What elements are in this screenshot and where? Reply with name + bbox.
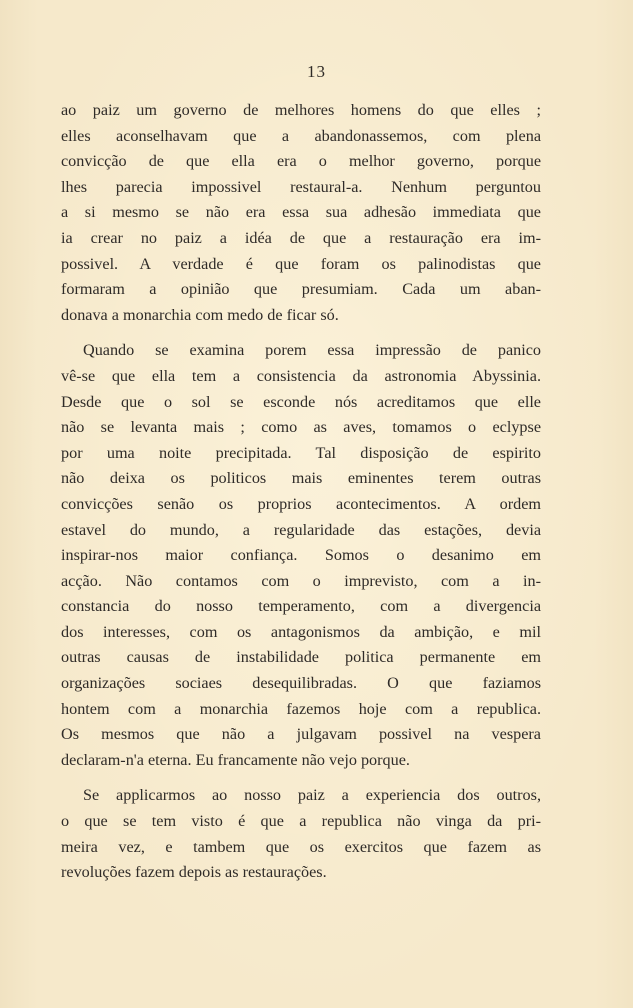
text-line: dos interesses, com os antagonismos da ambição, e mil: [61, 622, 541, 641]
text-line: donava a monarchia com medo de ficar só.: [61, 305, 339, 324]
text-line: declaram-n'a eterna. Eu francamente não vejo porque.: [61, 750, 410, 769]
text-line: meira vez, e tambem que os exercitos que fazem as: [61, 837, 541, 856]
text-line: outras causas de instabilidade politica permanente em: [61, 648, 541, 667]
text-line: possivel. A verdade é que foram os palinodistas que: [61, 254, 541, 273]
text-line: o que se tem visto é que a republica não vinga da pri-: [61, 812, 541, 831]
text-line: organizações sociaes desequilibradas. O que faziamos: [61, 674, 541, 693]
text-line: convicção de que ella era o melhor governo, porque: [61, 152, 541, 171]
text-line: lhes parecia impossivel restaural-a. Nenhum perguntou: [61, 177, 541, 196]
text-line: constancia do nosso temperamento, com a divergencia: [61, 597, 541, 616]
text-line: por uma noite precipitada. Tal disposição de espirito: [61, 443, 541, 462]
text-line: ia crear no paiz a idéa de que a restauração era im-: [61, 228, 541, 247]
body-text: [61, 98, 541, 886]
text-line: acção. Não contamos com o imprevisto, com a in-: [61, 571, 541, 590]
text-line: Quando se examina porem essa impressão de panico: [83, 341, 541, 360]
paragraph: [61, 338, 541, 773]
text-line: não se levanta mais ; como as aves, tomamos o eclypse: [61, 418, 541, 437]
page-number: 13: [307, 62, 326, 81]
text-line: não deixa os politicos mais eminentes terem outras: [61, 469, 541, 488]
text-line: Os mesmos que não a julgavam possivel na vespera: [61, 725, 541, 744]
paragraph: [61, 783, 541, 885]
text-line: vê-se que ella tem a consistencia da astronomia Abyssinia.: [61, 366, 541, 385]
text-line: elles aconselhavam que a abandonassemos, com plena: [61, 126, 541, 145]
text-line: a si mesmo se não era essa sua adhesão immediata que: [61, 203, 541, 222]
text-line: formaram a opinião que presumiam. Cada um aban-: [61, 280, 541, 299]
text-line: estavel do mundo, a regularidade das estações, devia: [61, 520, 541, 539]
text-line: ao paiz um governo de melhores homens do que elles ;: [61, 101, 541, 119]
text-line: revoluções fazem depois as restaurações.: [61, 863, 327, 882]
text-line: hontem com a monarchia fazemos hoje com a republica.: [61, 699, 541, 718]
paragraph: [61, 98, 541, 328]
text-line: Desde que o sol se esconde nós acreditamos que elle: [61, 392, 541, 411]
text-line: convicções senão os proprios acontecimentos. A ordem: [61, 494, 541, 513]
text-line: Se applicarmos ao nosso paiz a experiencia dos outros,: [83, 786, 541, 805]
text-line: inspirar-nos maior confiança. Somos o desanimo em: [61, 546, 541, 565]
